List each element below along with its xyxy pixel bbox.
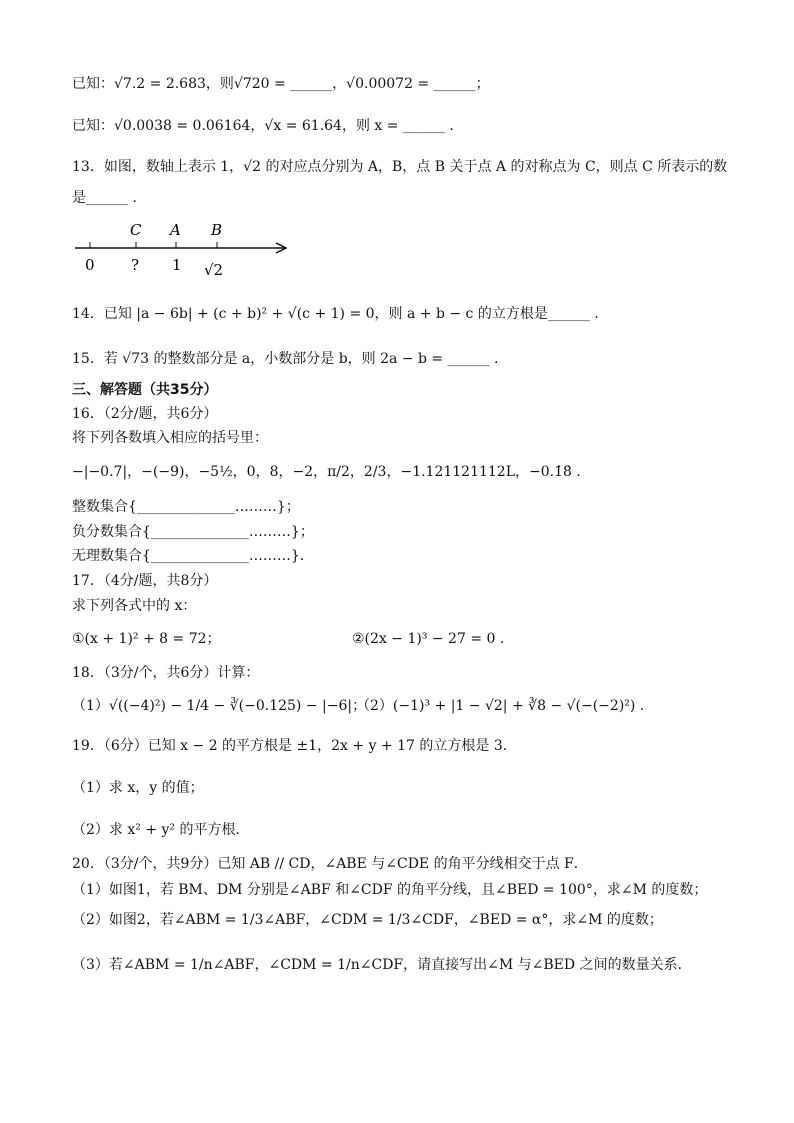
negative-fraction-set-line: 负分数集合{______________………}； <box>72 524 314 540</box>
label-a: A <box>170 221 181 239</box>
question-16-header: 16．（2分/题，共6分） <box>72 406 218 422</box>
question-13-line-b: 是______ . <box>72 190 137 206</box>
question-19: 19．（6分）已知 x − 2 的平方根是 ±1，2x + y + 17 的立方根是 3． <box>72 738 517 754</box>
irrational-set-line: 无理数集合{______________………}． <box>72 548 314 564</box>
question-13-line-a: 13．如图，数轴上表示 1，√2 的对应点分别为 A，B，点 B 关于点 A 的对称点为 C，则点 C 所表示的数 <box>72 159 728 175</box>
question-14: 14．已知 |a − 6b| + (c + b)² + √(c + 1) = 0，则 a + b − c 的立方根是______ . <box>72 306 599 322</box>
question-16-instruction: 将下列各数填入相应的括号里： <box>72 430 268 446</box>
given-line-1: 已知：√7.2 = 2.683，则√720 = ______，√0.00072 = ______； <box>72 76 490 92</box>
question-17-part-1: ①(x + 1)² + 8 = 72； <box>72 631 221 647</box>
label-one: 1 <box>172 256 182 274</box>
label-unknown: ? <box>131 256 140 274</box>
question-17-part-2: ②(2x − 1)³ − 27 = 0 . <box>352 631 505 647</box>
question-20-part-2: （2）如图2，若∠ABM = 1/3∠ABF，∠CDM = 1/3∠CDF，∠BED = α°，求∠M 的度数； <box>72 912 663 928</box>
label-root-two: √2 <box>204 261 224 279</box>
label-b: B <box>211 221 223 239</box>
question-17-header: 17．（4分/题，共8分） <box>72 573 218 589</box>
question-17-instruction: 求下列各式中的 x： <box>72 598 197 614</box>
question-18-part-2: （2）(−1)³ + |1 − √2| + ∛8 − √(−(−2)²) . <box>356 698 645 714</box>
question-20-part-3: （3）若∠ABM = 1/n∠ABF，∠CDM = 1/n∠CDF，请直接写出∠M 与∠BED 之间的数量关系． <box>72 957 692 973</box>
question-15: 15．若 √73 的整数部分是 a，小数部分是 b，则 2a − b = ______ . <box>72 351 499 367</box>
label-zero: 0 <box>85 256 95 274</box>
question-16-numbers: −|−0.7|，−(−9)，−5½，0，8，−2，π/2，2/3，−1.121121112L，−0.1̇8̇ . <box>72 464 581 480</box>
question-18-header: 18．（3分/个，共6分）计算： <box>72 665 260 681</box>
number-line-figure <box>70 215 300 285</box>
integer-set-line: 整数集合{______________………}； <box>72 499 300 515</box>
section-3-heading: 三、解答题（共35分） <box>72 382 218 398</box>
question-19-part-1: （1）求 x，y 的值； <box>72 780 204 796</box>
question-19-part-2: （2）求 x² + y² 的平方根． <box>72 822 250 838</box>
question-20: 20．（3分/个，共9分）已知 AB // CD，∠ABE 与∠CDE 的角平分线相交于点 F． <box>72 856 588 872</box>
label-c: C <box>130 221 142 239</box>
question-20-part-1: （1）如图1，若 BM、DM 分别是∠ABF 和∠CDF 的角平分线，且∠BED = 100°，求∠M 的度数； <box>72 882 708 898</box>
given-line-2: 已知：√0.0038 = 0.06164，√x = 61.64，则 x = ______ . <box>72 118 454 134</box>
question-18-part-1: （1）√((−4)²) − 1/4 − ∛(−0.125) − |−6|； <box>72 698 367 714</box>
